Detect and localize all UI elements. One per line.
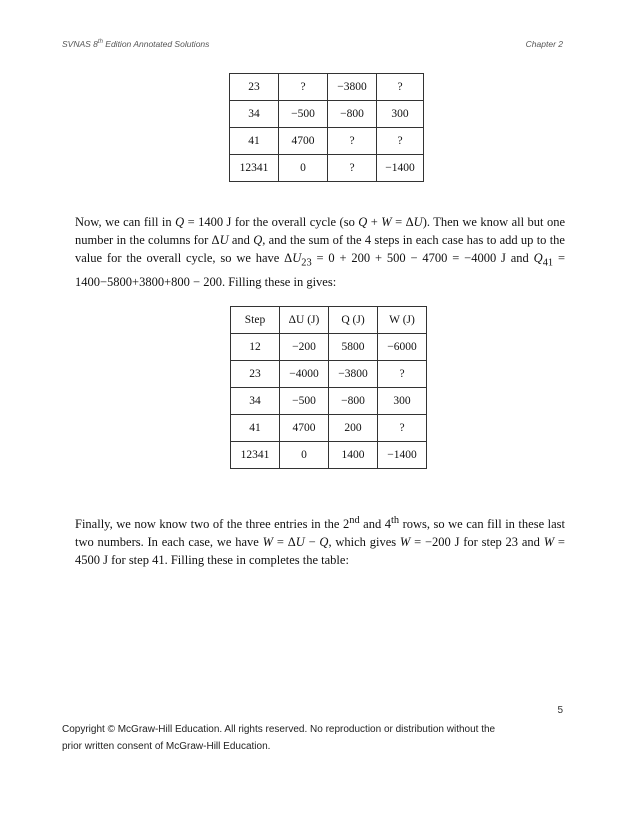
- header-title-sup: th: [97, 39, 103, 46]
- math-var: U: [413, 215, 423, 229]
- table-cell: −1400: [377, 155, 424, 182]
- table-cell: −800: [329, 388, 378, 415]
- text-run: = −200 J for step 23 and: [410, 535, 544, 550]
- table-cell: −800: [328, 101, 377, 128]
- table-cell: 0: [279, 155, 328, 182]
- table-cell: −4000: [280, 361, 329, 388]
- header-title-prefix: SVNAS 8: [62, 39, 98, 49]
- math-var: U: [219, 233, 229, 247]
- table-cell: 300: [377, 101, 424, 128]
- table-cell: 200: [329, 415, 378, 442]
- table-cell: ?: [378, 361, 427, 388]
- table-cell: −1400: [378, 442, 427, 469]
- text-run: , which gives: [328, 535, 400, 550]
- copyright-footer: [62, 721, 562, 755]
- table-cell: 41: [231, 415, 280, 442]
- math-subscript: 23: [301, 257, 312, 269]
- table-cell: 1400: [329, 442, 378, 469]
- table-cell: 300: [378, 388, 427, 415]
- table-cell: 0: [280, 442, 329, 469]
- math-var: W: [381, 215, 392, 229]
- paragraph-fill-values: [75, 213, 565, 291]
- text-run: −: [304, 535, 320, 550]
- math-subscript: 41: [542, 257, 554, 269]
- table-cell: ?: [377, 128, 424, 155]
- header-title-suffix: Edition Annotated Solutions: [102, 39, 210, 49]
- table-cell: ?: [378, 415, 427, 442]
- math-var: U: [292, 251, 302, 265]
- text-run: = 0 + 200 + 500 − 4700 = −4000 J and: [311, 251, 534, 265]
- table-cell: 23: [231, 361, 280, 388]
- table-cell: −3800: [329, 361, 378, 388]
- table-row: [231, 388, 427, 415]
- text-run: and 4: [359, 517, 391, 532]
- text-run: = Δ: [391, 215, 414, 229]
- table-cell: ?: [328, 155, 377, 182]
- step-table-partial: [229, 73, 424, 182]
- paragraph-final-numbers: [75, 512, 565, 569]
- table-cell: −3800: [328, 74, 377, 101]
- table-cell: 4700: [280, 415, 329, 442]
- math-var: W: [262, 535, 274, 550]
- table-cell: −200: [280, 334, 329, 361]
- table-row: [230, 155, 424, 182]
- ordinal-suffix: nd: [349, 515, 360, 526]
- table-cell: 12341: [231, 442, 280, 469]
- footer-line-1: Copyright © McGraw-Hill Education. All rights reserved. No reproduction or distribution without the: [62, 724, 496, 735]
- step-table-partial-body: [230, 74, 424, 182]
- math-var: Q: [253, 233, 263, 247]
- ordinal-suffix: th: [390, 515, 400, 526]
- column-header: ΔU (J): [280, 307, 329, 334]
- chapter-label: Chapter 2: [525, 39, 563, 49]
- math-var: Q: [319, 535, 329, 550]
- column-header: Q (J): [329, 307, 378, 334]
- table-cell: ?: [377, 74, 424, 101]
- text-run: Now, we can fill in: [75, 215, 176, 229]
- header-title: [62, 39, 209, 49]
- table-row: [230, 101, 424, 128]
- table-cell: 4700: [279, 128, 328, 155]
- page-number: 5: [557, 705, 563, 716]
- text-run: , and the sum of the 4 steps in each case has to add up to the value for the overall cycle, so we have Δ: [75, 233, 565, 265]
- table-cell: 41: [230, 128, 279, 155]
- text-run: = 1400 J for the overall cycle (so: [184, 215, 359, 229]
- footer-line-2: prior written consent of McGraw-Hill Education.: [62, 741, 271, 752]
- text-run: = Δ: [273, 535, 296, 550]
- table-cell: 12341: [230, 155, 279, 182]
- table-cell: ?: [279, 74, 328, 101]
- math-var: U: [295, 535, 305, 550]
- math-var: Q: [358, 215, 368, 229]
- text-run: and: [228, 233, 254, 247]
- table-cell: −500: [279, 101, 328, 128]
- table-row: [230, 128, 424, 155]
- math-var: Q: [175, 215, 185, 229]
- table-row: [231, 361, 427, 388]
- table-cell: −500: [280, 388, 329, 415]
- table-row: [230, 74, 424, 101]
- table-cell: 34: [230, 101, 279, 128]
- table-cell: 23: [230, 74, 279, 101]
- table-row: [231, 415, 427, 442]
- math-var: W: [399, 535, 411, 550]
- text-run: Finally, we now know two of the three entries in the 2: [75, 517, 350, 532]
- text-run: +: [367, 215, 382, 229]
- table-cell: ?: [328, 128, 377, 155]
- column-header: Step: [231, 307, 280, 334]
- table-row: [231, 334, 427, 361]
- step-table-filled-body: [231, 307, 427, 469]
- table-cell: 5800: [329, 334, 378, 361]
- table-header-row: [231, 307, 427, 334]
- table-cell: 34: [231, 388, 280, 415]
- step-table-filled: [230, 306, 427, 469]
- text-run: ). Then we know all but one number in the columns for Δ: [75, 215, 565, 247]
- table-cell: 12: [231, 334, 280, 361]
- text-run: rows, so we can fill in these last two numbers. In each case, we have: [75, 517, 565, 550]
- math-var: W: [543, 535, 555, 550]
- math-var: Q: [533, 251, 543, 265]
- table-cell: −6000: [378, 334, 427, 361]
- text-run: = 1400−5800+3800+800 − 200. Filling these in gives:: [75, 251, 565, 289]
- table-row: [231, 442, 427, 469]
- text-run: = 4500 J for step 41. Filling these in completes the table:: [75, 535, 565, 568]
- column-header: W (J): [378, 307, 427, 334]
